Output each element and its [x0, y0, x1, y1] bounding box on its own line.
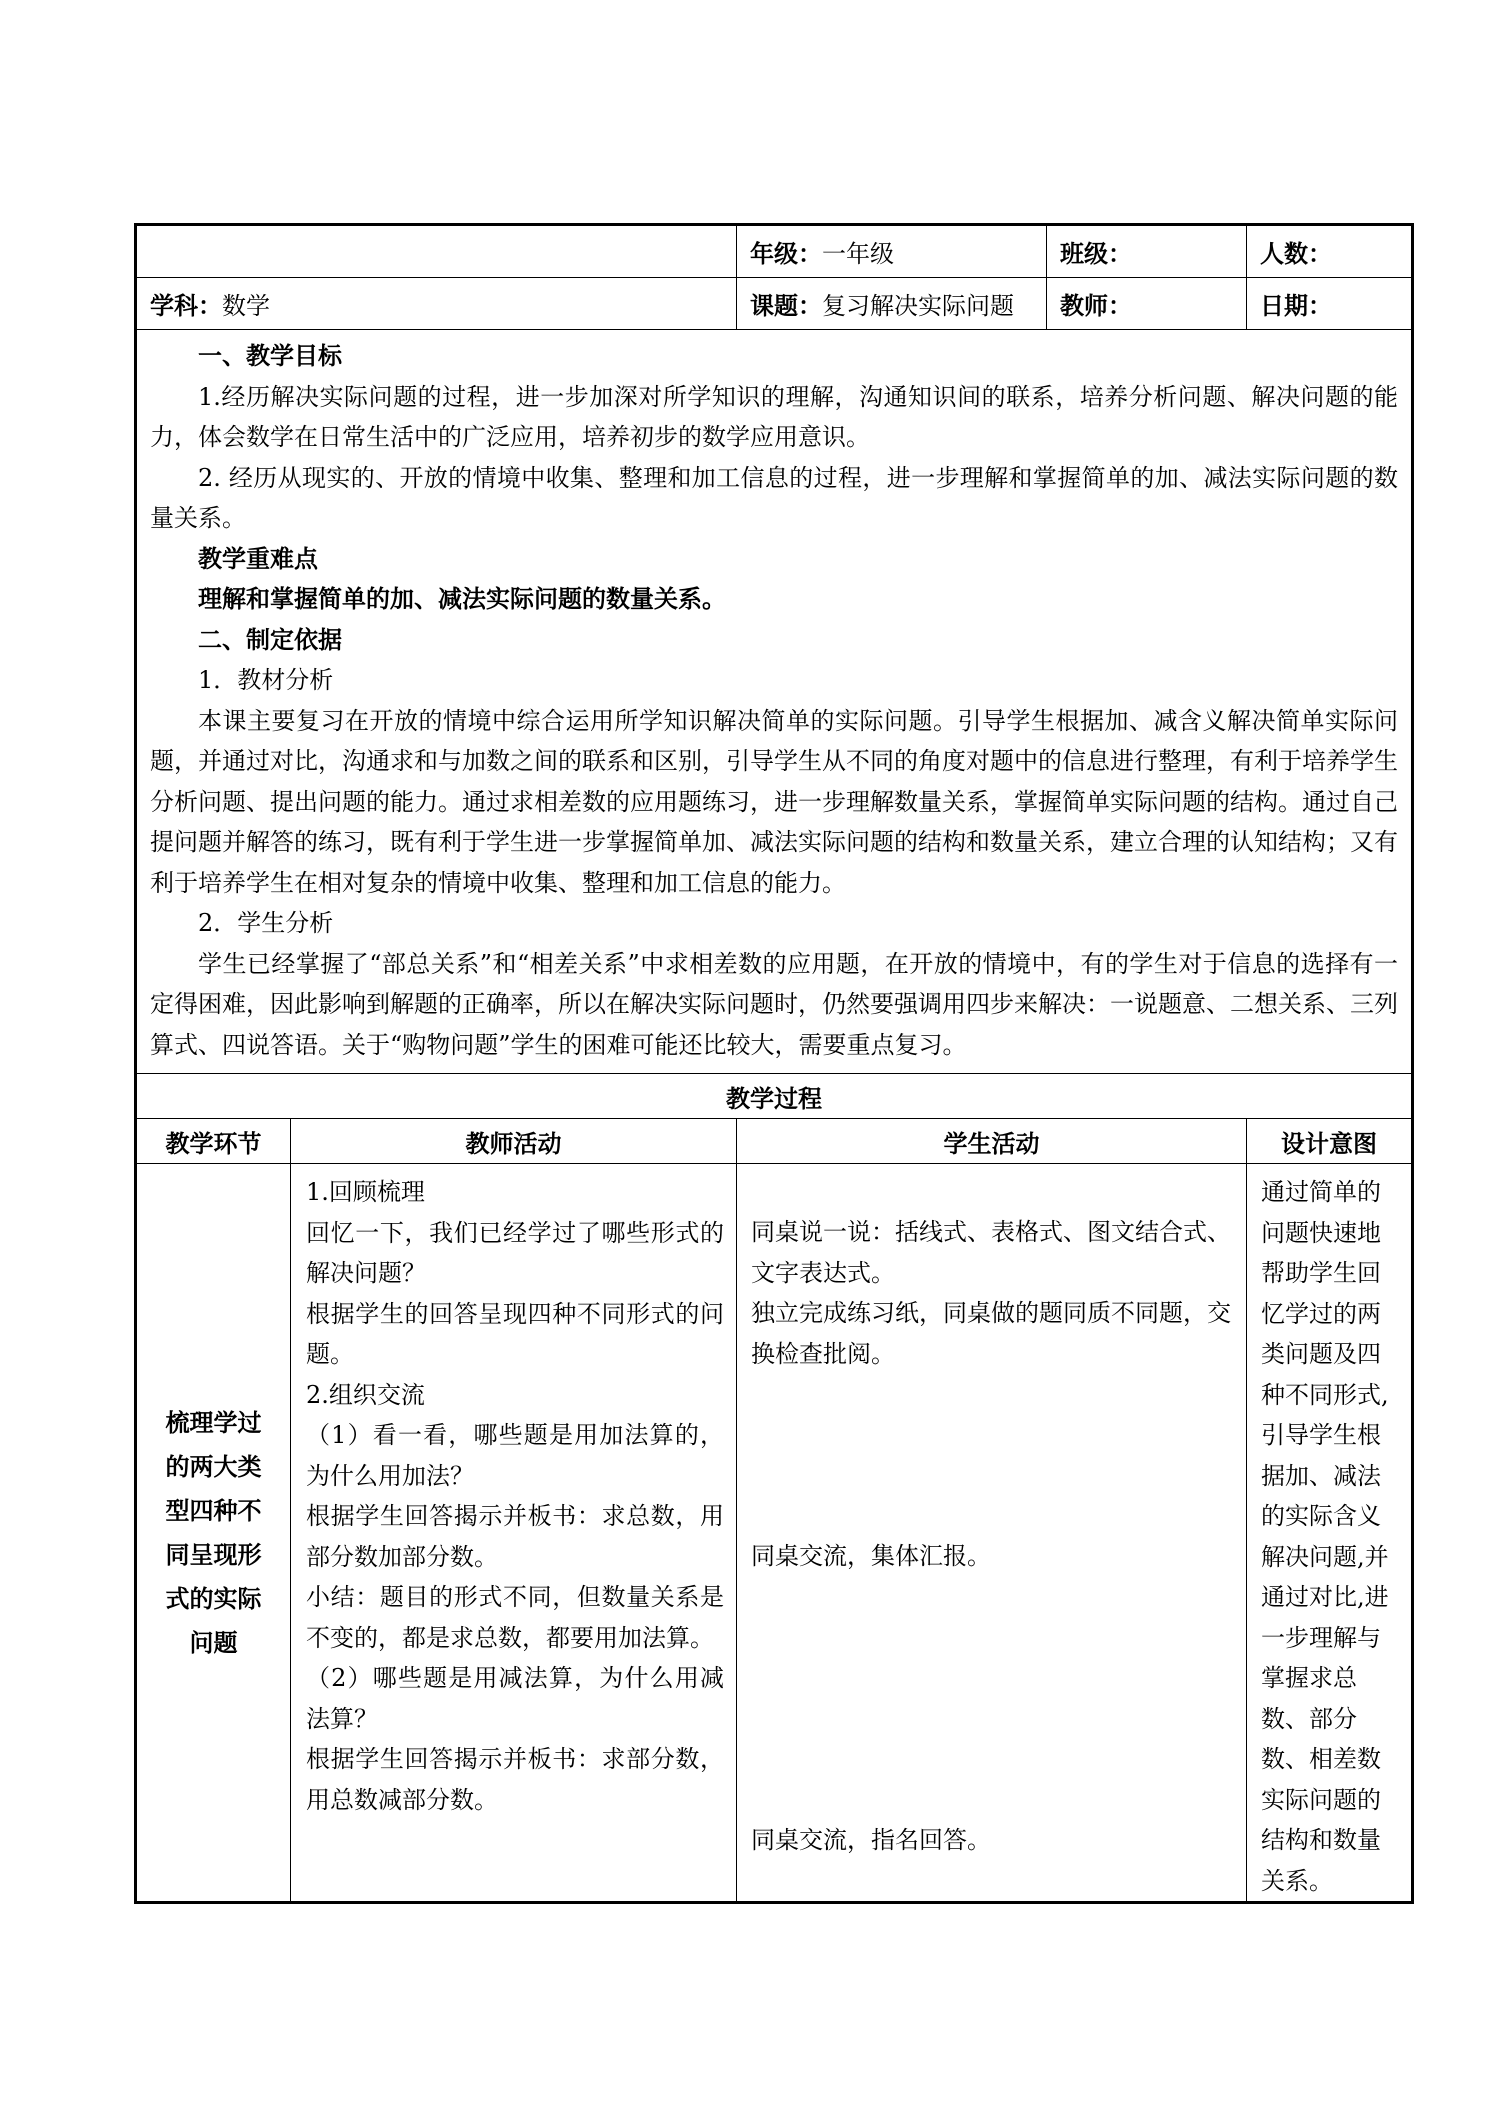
- student-line: 同桌交流，集体汇报。: [751, 1542, 991, 1570]
- grade-cell: [737, 225, 1047, 278]
- goal-2: 2. 经历从现实的、开放的情境中收集、整理和加工信息的过程，进一步理解和掌握简单的加、减法实际问题的数量关系。: [150, 463, 1398, 532]
- header-row-2: [136, 278, 1413, 330]
- teacher-line: 1.回顾梳理: [306, 1178, 425, 1206]
- textbook-text: 本课主要复习在开放的情境中综合运用所学知识解决简单的实际问题。引导学生根据加、减含义解决简单实际问题，并通过对比，沟通求和与加数之间的联系和区别，引导学生从不同的角度对题中的信息进行整理，有利于培养学生分析问题、提出问题的能力。通过求相差数的应用题练习，进一步理解数量关系，掌握简单实际问题的结构。通过自己提问题并解答的练习，既有利于学生进一步掌握简单加、减法实际问题的结构和数量关系，建立合理的认知结构；又有利于培养学生在相对复杂的情境中收集、整理和加工信息的能力。: [150, 706, 1398, 897]
- lesson-plan-table: [134, 223, 1414, 1904]
- topic-value: 复习解决实际问题: [822, 292, 1014, 320]
- student-heading: 2．学生分析: [198, 909, 334, 937]
- student-activity-cell: [737, 1164, 1247, 1903]
- teacher-line: 根据学生的回答呈现四种不同形式的问题。: [306, 1299, 724, 1368]
- student-line: 独立完成练习纸，同桌做的题同质不同题，交换检查批阅。: [751, 1299, 1231, 1368]
- key-text: 理解和掌握简单的加、减法实际问题的数量关系。: [198, 584, 726, 613]
- count-cell: [1247, 225, 1413, 278]
- teacher-line: 回忆一下，我们已经学过了哪些形式的解决问题？: [306, 1218, 724, 1287]
- teacher-line: （1）看一看，哪些题是用加法算的，为什么用加法？: [306, 1421, 724, 1490]
- teacher-cell: [1047, 278, 1247, 330]
- teacher-label: 教师：: [1060, 291, 1132, 320]
- teacher-line: 根据学生回答揭示并板书：求总数，用部分数加部分数。: [306, 1502, 724, 1571]
- topic-label: 课题：: [750, 291, 822, 320]
- teacher-line: 根据学生回答揭示并板书：求部分数，用总数减部分数。: [306, 1745, 724, 1814]
- goal-1: 1.经历解决实际问题的过程，进一步加深对所学知识的理解，沟通知识间的联系，培养分析问题、解决问题的能力，体会数学在日常生活中的广泛应用，培养初步的数学应用意识。: [150, 382, 1398, 451]
- count-label: 人数：: [1260, 239, 1332, 268]
- stage-cell: 梳理学过的两大类型四种不同呈现形式的实际问题: [136, 1164, 291, 1903]
- teacher-line: 小结：题目的形式不同，但数量关系是不变的，都是求总数，都要用加法算。: [306, 1583, 724, 1652]
- basis-heading: 二、制定依据: [198, 624, 342, 654]
- process-body-row: [136, 1164, 1413, 1903]
- subject-cell: [136, 278, 737, 330]
- goals-heading: 一、教学目标: [198, 341, 342, 370]
- plan-row: [136, 330, 1413, 1074]
- student-line: 同桌交流，指名回答。: [751, 1825, 991, 1854]
- student-text: 学生已经掌握了“部总关系”和“相差关系”中求相差数的应用题，在开放的情境中，有的学生对于信息的选择有一定得困难，因此影响到解题的正确率，所以在解决实际问题时，仍然要强调用四步来解决：一说题意、二想关系、三列算式、四说答语。关于“购物问题”学生的困难可能还比较大，需要重点复习。: [150, 949, 1398, 1059]
- process-title-row: [136, 1074, 1413, 1119]
- design-intent-cell: 通过简单的问题快速地帮助学生回忆学过的两类问题及四种不同形式,引导学生根据加、减法的实际含义解决问题,并通过对比,进一步理解与掌握求总数、部分数、相差数实际问题的结构和数量关系。: [1247, 1164, 1413, 1903]
- teacher-line: 2.组织交流: [306, 1380, 425, 1409]
- column-header-stage: 教学环节: [136, 1119, 291, 1164]
- column-header-intent: 设计意图: [1247, 1119, 1413, 1164]
- date-cell: [1247, 278, 1413, 330]
- subject-value: 数学: [222, 292, 270, 320]
- key-heading: 教学重难点: [198, 543, 318, 573]
- date-label: 日期：: [1260, 291, 1332, 320]
- textbook-heading: 1．教材分析: [198, 666, 334, 694]
- grade-value: 一年级: [822, 240, 894, 268]
- teacher-activity-cell: [291, 1164, 737, 1903]
- plan-cell: [136, 330, 1413, 1074]
- process-title: 教学过程: [136, 1074, 1413, 1119]
- header-row-1: [136, 225, 1413, 278]
- student-line: 同桌说一说：括线式、表格式、图文结合式、文字表达式。: [751, 1218, 1231, 1287]
- process-column-header-row: [136, 1119, 1413, 1164]
- column-header-student: 学生活动: [737, 1119, 1247, 1164]
- grade-label: 年级：: [750, 239, 822, 268]
- lesson-plan-sheet: [134, 223, 1411, 1904]
- teacher-line: （2）哪些题是用减法算，为什么用减法算？: [306, 1664, 724, 1733]
- header-blank-cell: [136, 225, 737, 278]
- class-cell: [1047, 225, 1247, 278]
- class-label: 班级：: [1060, 239, 1132, 268]
- column-header-teacher: 教师活动: [291, 1119, 737, 1164]
- subject-label: 学科：: [150, 291, 222, 320]
- topic-cell: [737, 278, 1047, 330]
